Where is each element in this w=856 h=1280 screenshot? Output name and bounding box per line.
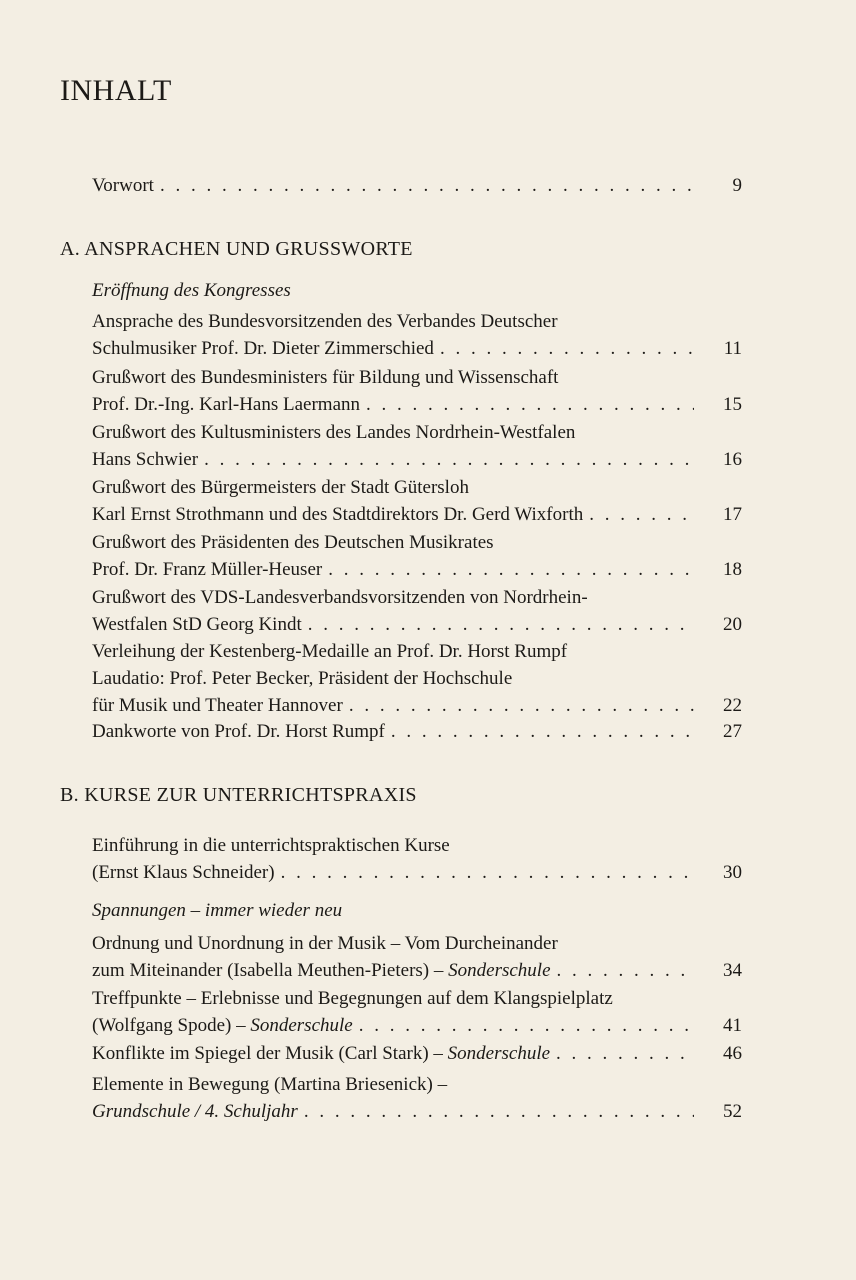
- entry-school-type: Sonderschule: [250, 1015, 353, 1036]
- entry-text: Dankworte von Prof. Dr. Horst Rumpf: [92, 721, 385, 742]
- dot-leader: [359, 1012, 694, 1039]
- entry-line-2: Westfalen StD Georg Kindt: [92, 614, 302, 635]
- toc-entry: [92, 308, 742, 362]
- toc-entry: [92, 1040, 742, 1067]
- toc-entry-intro: [92, 832, 742, 886]
- toc-entry-vorwort: [92, 172, 742, 199]
- dot-leader: [304, 1098, 694, 1125]
- entry-line-1: Elemente in Bewegung (Martina Briesenick) –: [92, 1074, 448, 1095]
- page-number: 15: [723, 394, 742, 415]
- page-number: 9: [732, 175, 742, 196]
- dot-leader: [589, 501, 694, 528]
- entry-line-1: Verleihung der Kestenberg-Medaille an Prof. Dr. Horst Rumpf: [92, 641, 568, 662]
- dot-leader: [391, 718, 694, 745]
- dot-leader: [556, 1040, 694, 1067]
- entry-school-type: Sonderschule: [447, 1043, 551, 1064]
- entry-line-2: Laudatio: Prof. Peter Becker, Präsident der Hochschule: [92, 668, 513, 689]
- dot-leader: [349, 692, 694, 719]
- page-number: 18: [723, 559, 742, 580]
- entry-line-1: Grußwort des Bürgermeisters der Stadt Gütersloh: [92, 477, 469, 498]
- entry-school-type: Sonderschule: [448, 960, 551, 981]
- page-number: 46: [723, 1043, 742, 1064]
- page-number: 41: [723, 1015, 742, 1036]
- entry-line-2: Prof. Dr.-Ing. Karl-Hans Laermann: [92, 394, 361, 415]
- entry-line-2: Prof. Dr. Franz Müller-Heuser: [92, 559, 323, 580]
- section-a-subheading: Eröffnung des Kongresses: [92, 280, 291, 301]
- page-number: 22: [723, 695, 742, 716]
- entry-line-2: [92, 1012, 353, 1039]
- entry-line-2: Grundschule / 4. Schuljahr: [92, 1101, 298, 1122]
- entry-line-1: [92, 1040, 550, 1067]
- dot-leader: [440, 335, 694, 362]
- page-number: 11: [723, 338, 742, 359]
- entry-line-2: Karl Ernst Strothmann und des Stadtdirektors Dr. Gerd Wixforth: [92, 504, 584, 525]
- entry-author: Konflikte im Spiegel der Musik (Carl Stark) –: [92, 1043, 448, 1064]
- dot-leader: [328, 556, 694, 583]
- entry-line-2: (Ernst Klaus Schneider): [92, 862, 275, 883]
- entry-line-1: Grußwort des Bundesministers für Bildung und Wissenschaft: [92, 367, 559, 388]
- page-number: 30: [723, 862, 742, 883]
- entry-line-2: [92, 957, 551, 984]
- toc-entry: [92, 584, 742, 638]
- dot-leader: [160, 172, 694, 199]
- page-number: 52: [723, 1101, 742, 1122]
- page-title: INHALT: [60, 74, 172, 107]
- dot-leader: [204, 446, 694, 473]
- dot-leader: [308, 611, 694, 638]
- page-number: 20: [723, 614, 742, 635]
- section-b-heading: B. KURSE ZUR UNTERRICHTSPRAXIS: [60, 784, 417, 806]
- entry-line-1: Einführung in die unterrichtspraktischen Kurse: [92, 835, 450, 856]
- entry-line-1: Ansprache des Bundesvorsitzenden des Verbandes Deutscher: [92, 311, 558, 332]
- entry-line-1: Grußwort des Präsidenten des Deutschen Musikrates: [92, 532, 494, 553]
- section-b-subheading: Spannungen – immer wieder neu: [92, 900, 343, 921]
- entry-line-3: für Musik und Theater Hannover: [92, 695, 343, 716]
- page-number: 17: [723, 504, 742, 525]
- entry-author: zum Miteinander (Isabella Meuthen-Pieters) –: [92, 960, 449, 981]
- toc-entry: [92, 419, 742, 473]
- entry-line-1: Grußwort des VDS-Landesverbandsvorsitzenden von Nordrhein-: [92, 587, 588, 608]
- entry-line-1: Treffpunkte – Erlebnisse und Begegnungen auf dem Klangspielplatz: [92, 988, 613, 1009]
- entry-author: (Wolfgang Spode) –: [92, 1015, 251, 1036]
- dot-leader: [281, 859, 694, 886]
- dot-leader: [557, 957, 694, 984]
- page-number: 16: [723, 449, 742, 470]
- entry-line-2: Hans Schwier: [92, 449, 199, 470]
- dot-leader: [366, 391, 694, 418]
- toc-entry: [92, 985, 742, 1039]
- page-number: 27: [723, 721, 742, 742]
- entry-line-2: Schulmusiker Prof. Dr. Dieter Zimmerschied: [92, 338, 434, 359]
- section-a-heading: A. ANSPRACHEN UND GRUSSWORTE: [60, 238, 413, 260]
- entry-line-1: Grußwort des Kultusministers des Landes Nordrhein-Westfalen: [92, 422, 576, 443]
- toc-entry: [92, 474, 742, 528]
- toc-entry-dankworte: [92, 718, 742, 745]
- toc-entry: [92, 364, 742, 418]
- toc-entry: [92, 930, 742, 984]
- entry-line-1: Ordnung und Unordnung in der Musik – Vom Durcheinander: [92, 933, 558, 954]
- toc-entry: [92, 1071, 742, 1125]
- page-number: 34: [723, 960, 742, 981]
- entry-text: Vorwort: [92, 175, 154, 196]
- toc-entry: [92, 529, 742, 583]
- toc-entry-kestenberg: [92, 638, 742, 719]
